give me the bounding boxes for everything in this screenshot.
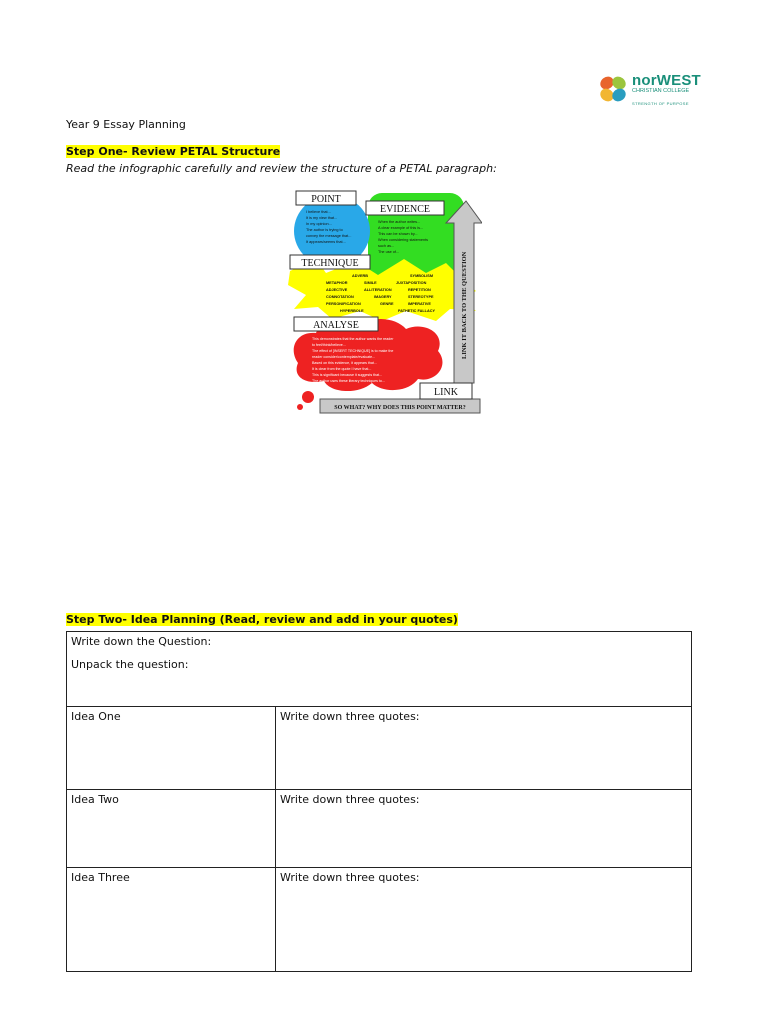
cloud-bubble <box>302 391 314 403</box>
evidence-line: such as... <box>378 244 395 248</box>
analyse-line: The effect of [INSERT TECHNIQUE] is to make the <box>312 349 394 353</box>
technique-word: ADVERB <box>352 274 369 278</box>
evidence-line: When the author writes... <box>378 220 421 224</box>
analyse-line: It is clear from the quote I have that... <box>312 367 372 371</box>
question-row <box>67 632 692 707</box>
point-line: The author is trying to <box>306 228 343 232</box>
evidence-line: The use of... <box>378 250 400 254</box>
step-one-text: Step One- Review PETAL Structure <box>66 145 281 158</box>
step-two-heading <box>66 608 458 627</box>
point-line: It is my view that... <box>306 216 338 220</box>
evidence-line: When considering statements <box>378 238 429 242</box>
cloud-bubble-small <box>297 404 303 410</box>
evidence-line: This can be shown by... <box>378 232 418 236</box>
idea-cell[interactable]: Idea Two <box>67 790 276 868</box>
question-cell[interactable] <box>67 632 692 707</box>
point-line: In my opinion... <box>306 222 332 226</box>
instruction-text: Read the infographic carefully and review the structure of a PETAL paragraph: <box>66 162 497 175</box>
evidence-label: EVIDENCE <box>380 204 430 215</box>
quotes-cell[interactable]: Write down three quotes: <box>276 868 692 972</box>
logo-tagline: STRENGTH OF PURPOSE <box>632 101 689 106</box>
step-two-text: Step Two- Idea Planning (Read, review and add in your quotes) <box>66 613 458 626</box>
logo-name: norWEST <box>632 72 701 89</box>
question-label: Write down the Question: <box>71 635 212 648</box>
analyse-line: reader consider/contemplate/evaluate... <box>312 355 376 359</box>
analyse-line: This is significant because it suggests that... <box>312 373 383 377</box>
point-line: It appears/seems that... <box>306 240 346 244</box>
technique-word: JUXTAPOSITION <box>396 281 427 285</box>
link-label: LINK <box>434 387 458 398</box>
idea-cell[interactable]: Idea One <box>67 707 276 790</box>
analyse-label: ANALYSE <box>313 320 359 331</box>
technique-word: IMPERATIVE <box>408 302 431 306</box>
analyse-line: This demonstrates that the author wants the reader <box>312 337 394 341</box>
technique-word: GENRE <box>380 302 394 306</box>
logo-subtitle: CHRISTIAN COLLEGE <box>632 88 690 94</box>
technique-word: PERSONIFICATION <box>326 302 361 306</box>
technique-word: IMAGERY <box>374 295 392 299</box>
technique-word: PATHETIC FALLACY <box>398 309 435 313</box>
step-one-heading <box>66 140 280 159</box>
technique-word: REPETITION <box>408 288 431 292</box>
arrow-text: LINK IT BACK TO THE QUESTION <box>461 251 468 359</box>
bottom-bar-text: SO WHAT? WHY DOES THIS POINT MATTER? <box>334 405 466 411</box>
analyse-line: The author uses these literary techniques to... <box>312 379 385 383</box>
technique-word: ADJECTIVE <box>326 288 348 292</box>
technique-word: CONNOTATION <box>326 295 354 299</box>
evidence-line: A clear example of this is... <box>378 226 424 230</box>
analyse-line: Based on this evidence, it appears that... <box>312 361 377 365</box>
table-row <box>67 868 692 972</box>
petal-logo-icon <box>596 72 630 106</box>
unpack-label: Unpack the question: <box>71 658 189 671</box>
technique-label: TECHNIQUE <box>301 258 359 269</box>
technique-word: HYPERBOLE <box>340 309 364 313</box>
quotes-cell[interactable]: Write down three quotes: <box>276 707 692 790</box>
point-line: I believe that... <box>306 210 331 214</box>
school-logo <box>596 68 708 110</box>
idea-planning-table <box>66 631 692 972</box>
table-row <box>67 790 692 868</box>
idea-cell[interactable]: Idea Three <box>67 868 276 972</box>
technique-word: SYMBOLISM <box>410 274 433 278</box>
technique-word: STEREOTYPE <box>408 295 434 299</box>
quotes-cell[interactable]: Write down three quotes: <box>276 790 692 868</box>
petal-infographic <box>286 187 482 419</box>
analyse-line: to feel/think/believe... <box>312 343 346 347</box>
point-label: POINT <box>311 194 341 205</box>
technique-word: METAPHOR <box>326 281 348 285</box>
table-row <box>67 707 692 790</box>
technique-word: SIMILE <box>364 281 377 285</box>
doc-title: Year 9 Essay Planning <box>66 118 186 131</box>
technique-word: ALLITERATION <box>364 288 392 292</box>
point-line: convey the message that... <box>306 234 352 238</box>
